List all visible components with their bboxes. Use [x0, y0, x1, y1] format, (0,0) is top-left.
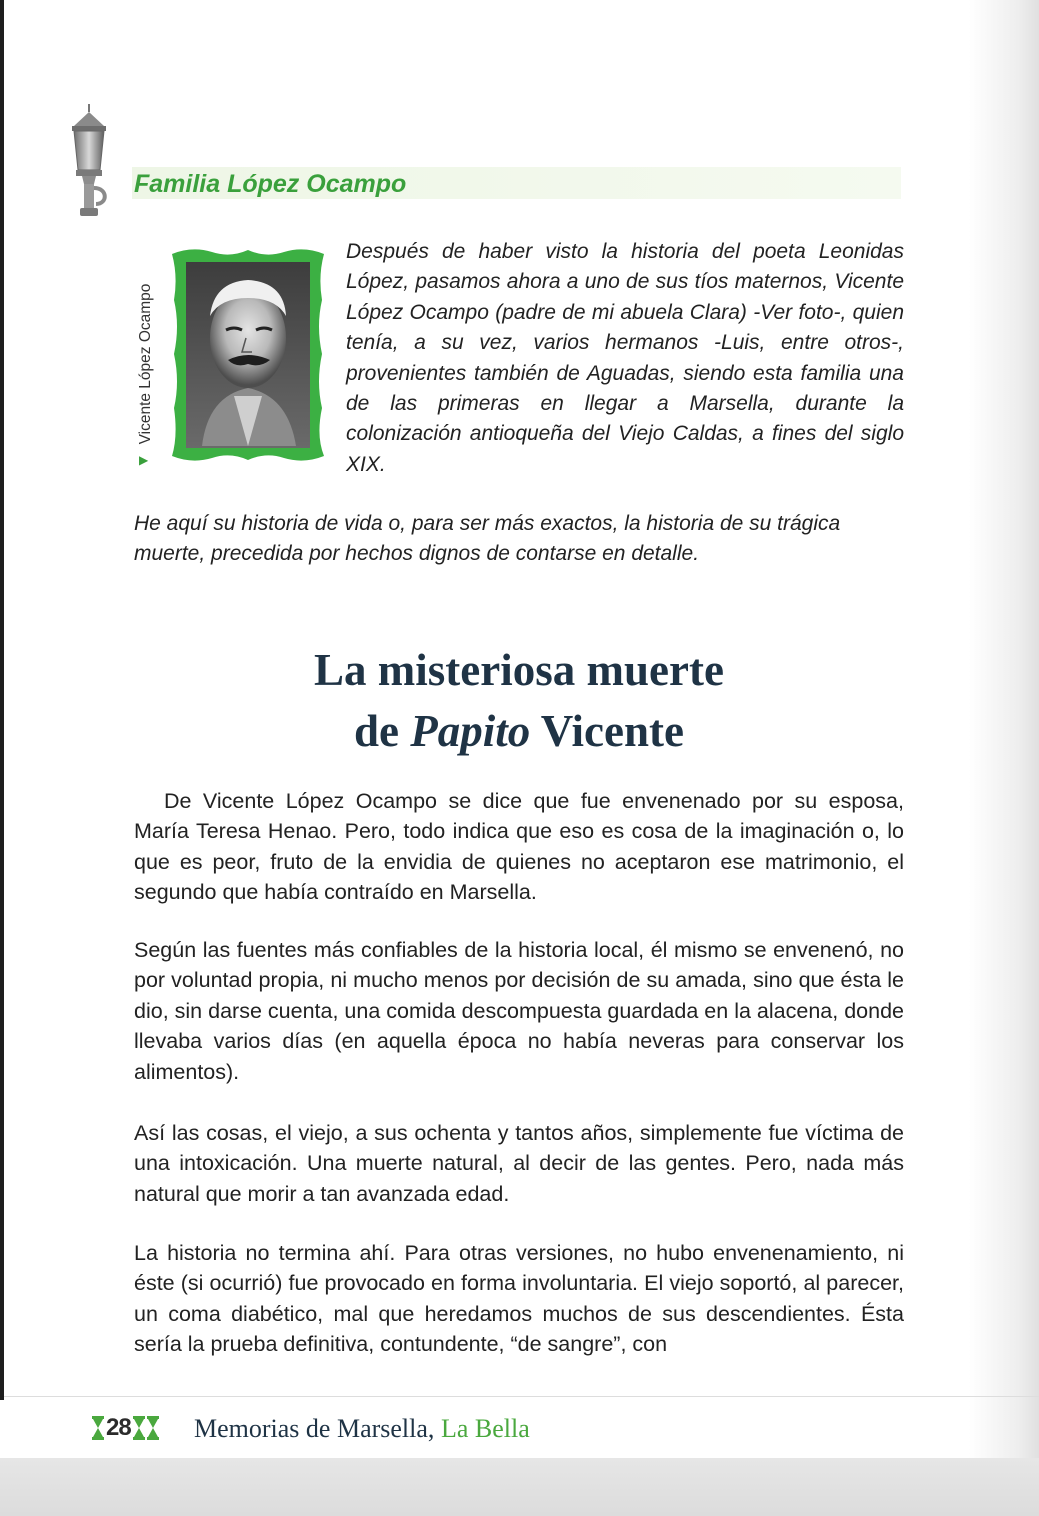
page-number: 28: [106, 1414, 131, 1441]
page-gutter-shadow: [969, 0, 1039, 1460]
body-paragraph-1: De Vicente López Ocampo se dice que fue envenenado por su esposa, María Teresa Henao. Pero, todo indica que eso es cosa de la imaginación o, lo que es peor, fruto de la envidia de quienes no aceptaron ese matrimonio, el segundo que había contraído en Marsella.: [134, 789, 904, 905]
article-title-italic: Papito: [410, 706, 531, 756]
footer-book-title: [194, 1410, 530, 1446]
portrait-photo: [172, 246, 324, 464]
article-title-suffix: Vicente: [530, 706, 684, 756]
photo-caption-text: Vicente López Ocampo: [137, 283, 154, 445]
footer-divider: [4, 1396, 1039, 1397]
caption-arrow-icon: ▶: [139, 453, 149, 467]
page-edge-rule: [0, 0, 4, 1400]
page-bottom-band: [0, 1458, 1039, 1516]
intro-paragraph-2: He aquí su historia de vida o, para ser más exactos, la historia de su trágica muerte, precedida por hechos dignos de contarse en detalle.: [134, 512, 841, 566]
article-title-line1: La misteriosa muerte: [314, 645, 724, 695]
body-paragraph-3: Así las cosas, el viejo, a sus ochenta y tantos años, simplemente fue víctima de una intoxicación. Una muerte natural, al decir de las gentes. Pero, nada más natural que morir a tan avanzada edad.: [134, 1121, 904, 1206]
intro-paragraph: Después de haber visto la historia del poeta Leonidas López, pasamos ahora a uno de sus tíos maternos, Vicente López Ocampo (padre de mi abuela Clara) -Ver foto-, quien tenía, a su vez, varios hermanos -Luis, entre otros-, provenientes también de Aguadas, siendo esta familia una de las primeras en llegar a Marsella, durante la colonización antioqueña del Viejo Caldas, a fines del siglo XIX.: [346, 240, 904, 476]
book-title: Memorias de Marsella,: [194, 1414, 435, 1443]
book-title-accent: La Bella: [440, 1414, 530, 1443]
hourglass-left-icon: [92, 1416, 104, 1440]
body-paragraph-2: Según las fuentes más confiables de la historia local, él mismo se envenenó, no por voluntad propia, ni mucho menos por decisión de su amada, sino que ésta le dio, sin darse cuenta, una comida descompuesta guardada en la alacena, donde llevaba varios días (en aquella época no había neveras para conservar los alimentos).: [134, 938, 904, 1084]
hourglass-right-icon: [133, 1416, 159, 1440]
photo-caption: [135, 263, 157, 466]
street-lamp-icon: [64, 104, 114, 218]
article-title: [134, 640, 904, 762]
page-number-block: [92, 1412, 159, 1444]
body-paragraph-4: La historia no termina ahí. Para otras versiones, no hubo envenenamiento, ni éste (si ocurrió) fue provocado en forma involuntaria. El viejo soportó, al parecer, un coma diabético, mal que heredamos muchos de sus descendientes. Ésta sería la prueba definitiva, contundente, “de sangre”, con: [134, 1241, 904, 1357]
article-title-prefix: de: [354, 706, 411, 756]
section-title: Familia López Ocampo: [134, 170, 407, 198]
